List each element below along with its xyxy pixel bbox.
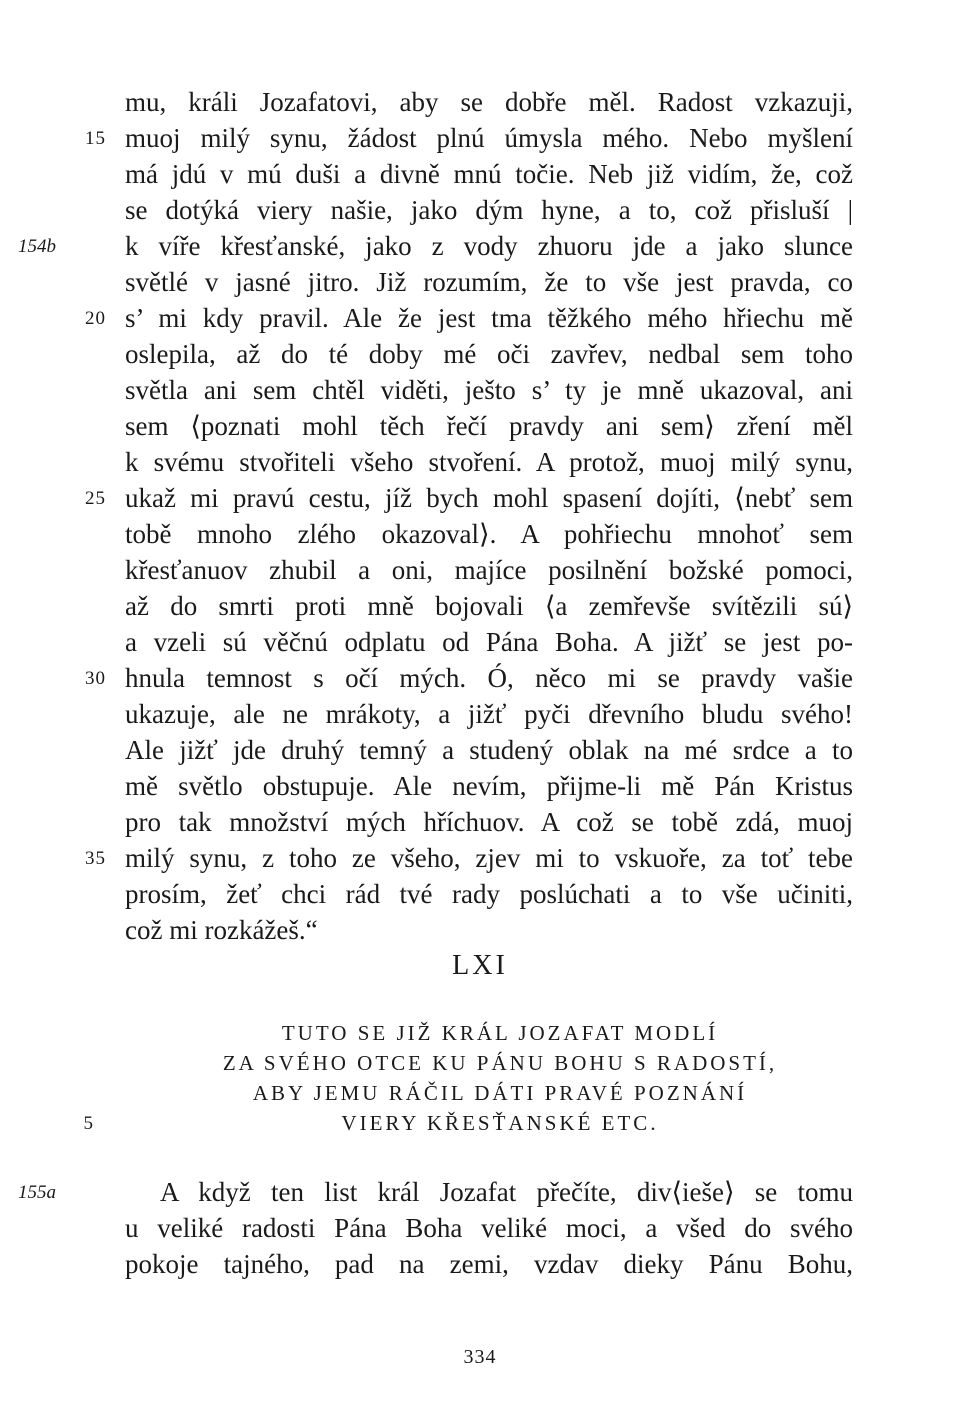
text-line: a vzeli sú věčnú odplatu od Pána Boha. A jižť se jest po- bbox=[125, 627, 853, 657]
page-number: 334 bbox=[463, 1346, 497, 1368]
text-line: muoj milý synu, žádost plnú úmysla mého. Nebo myšlení bbox=[125, 123, 853, 153]
text-line: světla ani sem chtěl viděti, ješto s’ ty je mně ukazoval, ani bbox=[125, 375, 853, 405]
text-line: A když ten list král Jozafat přečíte, div⟨ieše⟩ se tomu bbox=[160, 1177, 853, 1207]
text-line: mě světlo obstupuje. Ale nevím, přijme-li mě Pán Kristus bbox=[125, 771, 853, 801]
text-line: hnula temnost s očí mých. Ó, něco mi se pravdy vašie bbox=[125, 663, 853, 693]
text-line: světlé v jasné jitro. Již rozumím, že to vše jest pravda, co bbox=[125, 267, 853, 297]
line-number: 5 bbox=[83, 1113, 94, 1134]
text-line: u veliké radosti Pána Boha veliké moci, a všed do svého bbox=[125, 1213, 853, 1243]
text-line: ukazuje, ale ne mrákoty, a jižť pyči dřevního bludu svého! bbox=[125, 699, 853, 729]
text-line: pro tak množství mých hříchuov. A což se tobě zdá, muoj bbox=[125, 807, 853, 837]
line-number: 25 bbox=[85, 488, 106, 509]
text-line: prosím, žeť chci rád tvé rady poslúchati a to vše učiniti, bbox=[125, 879, 853, 909]
chapter-number: LXI bbox=[452, 950, 508, 981]
text-line: Ale jižť jde druhý temný a studený oblak na mé srdce a to bbox=[125, 735, 853, 765]
text-line: k svému stvořiteli všeho stvoření. A protož, muoj milý synu, bbox=[125, 447, 853, 477]
text-line: milý synu, z toho ze všeho, zjev mi to vskuoře, za toť tebe bbox=[125, 843, 853, 873]
text-line: k víře křesťanské, jako z vody zhuoru jde a jako slunce bbox=[125, 231, 853, 261]
line-number: 35 bbox=[85, 848, 106, 869]
folio-mark: 154b bbox=[18, 236, 56, 257]
heading-line: ZA SVÉHO OTCE KU PÁNU BOHU S RADOSTÍ, bbox=[222, 1051, 778, 1075]
text-line: oslepila, až do té doby mé oči zavřev, nedbal sem toho bbox=[125, 339, 853, 369]
heading-line: TUTO SE JIŽ KRÁL JOZAFAT MODLÍ bbox=[281, 1021, 719, 1045]
heading-line: ABY JEMU RÁČIL DÁTI PRAVÉ POZNÁNÍ bbox=[252, 1081, 748, 1105]
text-line: s’ mi kdy pravil. Ale že jest tma těžkého mého hřiechu mě bbox=[125, 303, 853, 333]
text-line: mu, králi Jozafatovi, aby se dobře měl. Radost vzkazuji, bbox=[125, 87, 853, 117]
text-line: křesťanuov zhubil a oni, majíce posilnění božské pomoci, bbox=[125, 555, 853, 585]
text-line: pokoje tajného, pad na zemi, vzdav dieky Pánu Bohu, bbox=[125, 1249, 853, 1279]
line-number: 20 bbox=[85, 308, 106, 329]
text-line: ukaž mi pravú cestu, jíž bych mohl spasení dojíti, ⟨nebť sem bbox=[125, 483, 853, 513]
line-number: 30 bbox=[85, 668, 106, 689]
text-line: se dotýká viery našie, jako dým hyne, a to, což přisluší | bbox=[125, 195, 853, 225]
heading-line: VIERY KŘESŤANSKÉ ETC. bbox=[341, 1111, 659, 1135]
text-line: až do smrti proti mně bojovali ⟨a zemřevše svítězili sú⟩ bbox=[125, 591, 853, 621]
text-line: sem ⟨poznati mohl těch řečí pravdy ani sem⟩ zření měl bbox=[125, 411, 853, 441]
folio-mark: 155a bbox=[18, 1182, 56, 1203]
text-line: tobě mnoho zlého okazoval⟩. A pohřiechu mnohoť sem bbox=[125, 519, 853, 549]
text-line: což mi rozkážeš.“ bbox=[125, 915, 318, 945]
text-line: má jdú v mú duši a divně mnú točie. Neb již vidím, že, což bbox=[125, 159, 853, 189]
line-number: 15 bbox=[85, 128, 106, 149]
